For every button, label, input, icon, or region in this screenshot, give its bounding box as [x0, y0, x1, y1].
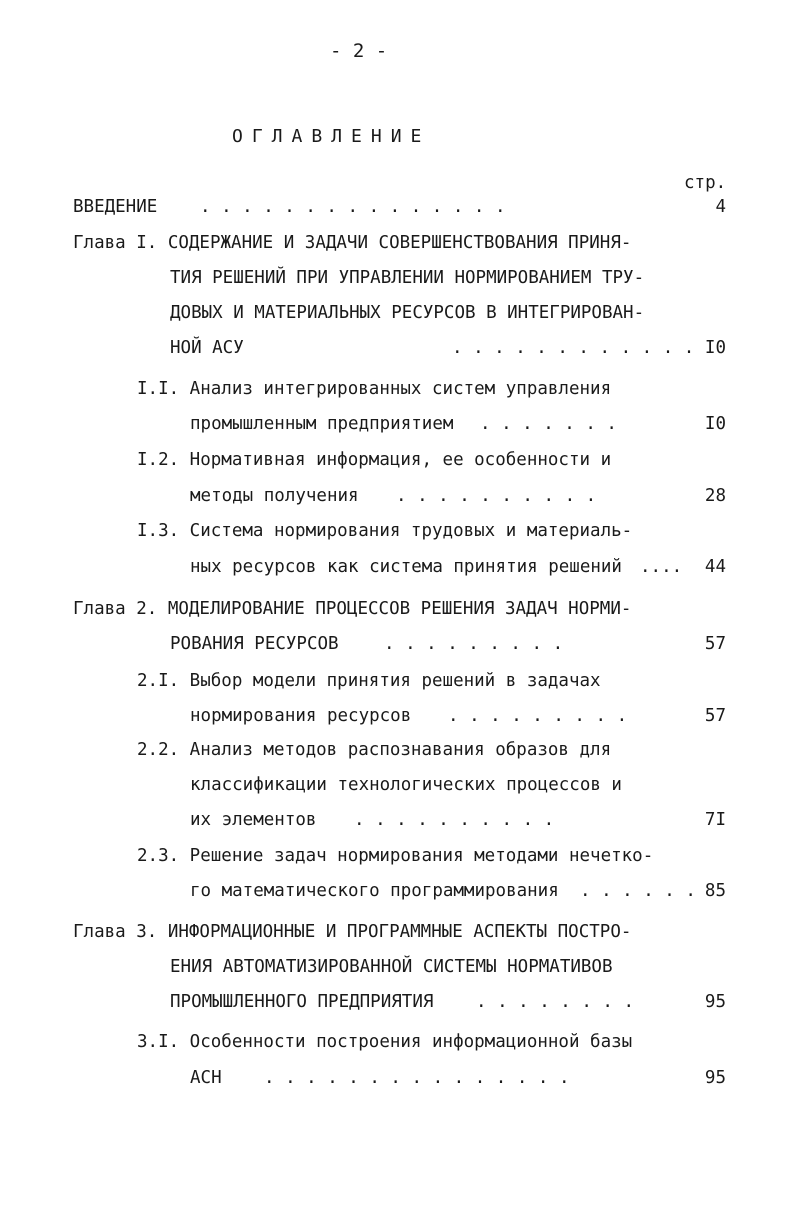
toc-entry-text: промышленным предприятием	[190, 414, 454, 434]
toc-entry-text: ВВЕДЕНИЕ	[73, 197, 158, 217]
toc-page-number: 57	[704, 634, 726, 654]
toc-leader: . . . . . . . . . .	[396, 486, 597, 506]
toc-page-number: 85	[704, 881, 726, 901]
toc-page-number: 44	[704, 557, 726, 577]
toc-entry-text: ных ресурсов как система принятия решений	[190, 557, 622, 577]
toc-chapter-title: ДОВЫХ И МАТЕРИАЛЬНЫХ РЕСУРСОВ В ИНТЕГРИРОВАН-	[170, 303, 645, 323]
toc-leader: ....	[640, 557, 683, 577]
toc-page-number: I0	[704, 414, 726, 434]
toc-entry-text: НОЙ АСУ	[170, 338, 244, 358]
toc-heading: ОГЛАВЛЕНИЕ	[232, 126, 431, 147]
toc-page-number: 95	[704, 992, 726, 1012]
toc-leader: . . . . . . . . . . . . . . .	[264, 1068, 570, 1088]
page-column-label: стр.	[684, 173, 727, 193]
toc-section-title: I.3. Система нормирования трудовых и материаль-	[137, 521, 633, 541]
toc-section-title: I.I. Анализ интегрированных систем управления	[137, 379, 612, 399]
toc-chapter-title: ТИЯ РЕШЕНИЙ ПРИ УПРАВЛЕНИИ НОРМИРОВАНИЕМ ТРУ-	[170, 268, 645, 288]
toc-section-title: I.2. Нормативная информация, ее особенности и	[137, 450, 612, 470]
toc-chapter-title: ЕНИЯ АВТОМАТИЗИРОВАННОЙ СИСТЕМЫ НОРМАТИВОВ	[170, 957, 613, 977]
toc-leader: . . . . . . . . . . . .	[452, 338, 695, 358]
toc-section-title: классификации технологических процессов и	[190, 775, 622, 795]
toc-page-number: 7I	[704, 810, 726, 830]
toc-chapter-title: Глава 3. ИНФОРМАЦИОННЫЕ И ПРОГРАММНЫЕ АСПЕКТЫ ПОСТРО-	[73, 922, 632, 942]
toc-entry-text: методы получения	[190, 486, 359, 506]
toc-page-number: 4	[715, 197, 726, 217]
toc-entry-text: го математического программирования	[190, 881, 559, 901]
toc-page-number: I0	[704, 338, 726, 358]
toc-entry-text: их элементов	[190, 810, 317, 830]
toc-page-number: 28	[704, 486, 726, 506]
toc-entry-text: нормирования ресурсов	[190, 706, 412, 726]
toc-entry-text: АСН	[190, 1068, 222, 1088]
toc-leader: . . . . . . . .	[476, 992, 635, 1012]
toc-page-number: 95	[704, 1068, 726, 1088]
toc-entry-text: РОВАНИЯ РЕСУРСОВ	[170, 634, 339, 654]
toc-chapter-title: Глава 2. МОДЕЛИРОВАНИЕ ПРОЦЕССОВ РЕШЕНИЯ ЗАДАЧ НОРМИ-	[73, 599, 632, 619]
toc-chapter-title: Глава I. СОДЕРЖАНИЕ И ЗАДАЧИ СОВЕРШЕНСТВОВАНИЯ ПРИНЯ-	[73, 233, 632, 253]
toc-section-title: 2.I. Выбор модели принятия решений в задачах	[137, 671, 601, 691]
toc-leader: . . . . . . . . .	[384, 634, 564, 654]
toc-section-title: 2.2. Анализ методов распознавания образов для	[137, 740, 612, 760]
toc-leader: . . . . . .	[580, 881, 696, 901]
toc-section-title: 3.I. Особенности построения информационной базы	[137, 1032, 633, 1052]
page-number: - 2 -	[330, 40, 388, 62]
toc-page-number: 57	[704, 706, 726, 726]
toc-leader: . . . . . . . . . .	[354, 810, 555, 830]
toc-leader: . . . . . . . . . . . . . . .	[200, 197, 506, 217]
toc-entry-text: ПРОМЫШЛЕННОГО ПРЕДПРИЯТИЯ	[170, 992, 434, 1012]
toc-leader: . . . . . . . . .	[448, 706, 628, 726]
toc-leader: . . . . . . .	[480, 414, 617, 434]
toc-section-title: 2.3. Решение задач нормирования методами нечетко-	[137, 846, 654, 866]
